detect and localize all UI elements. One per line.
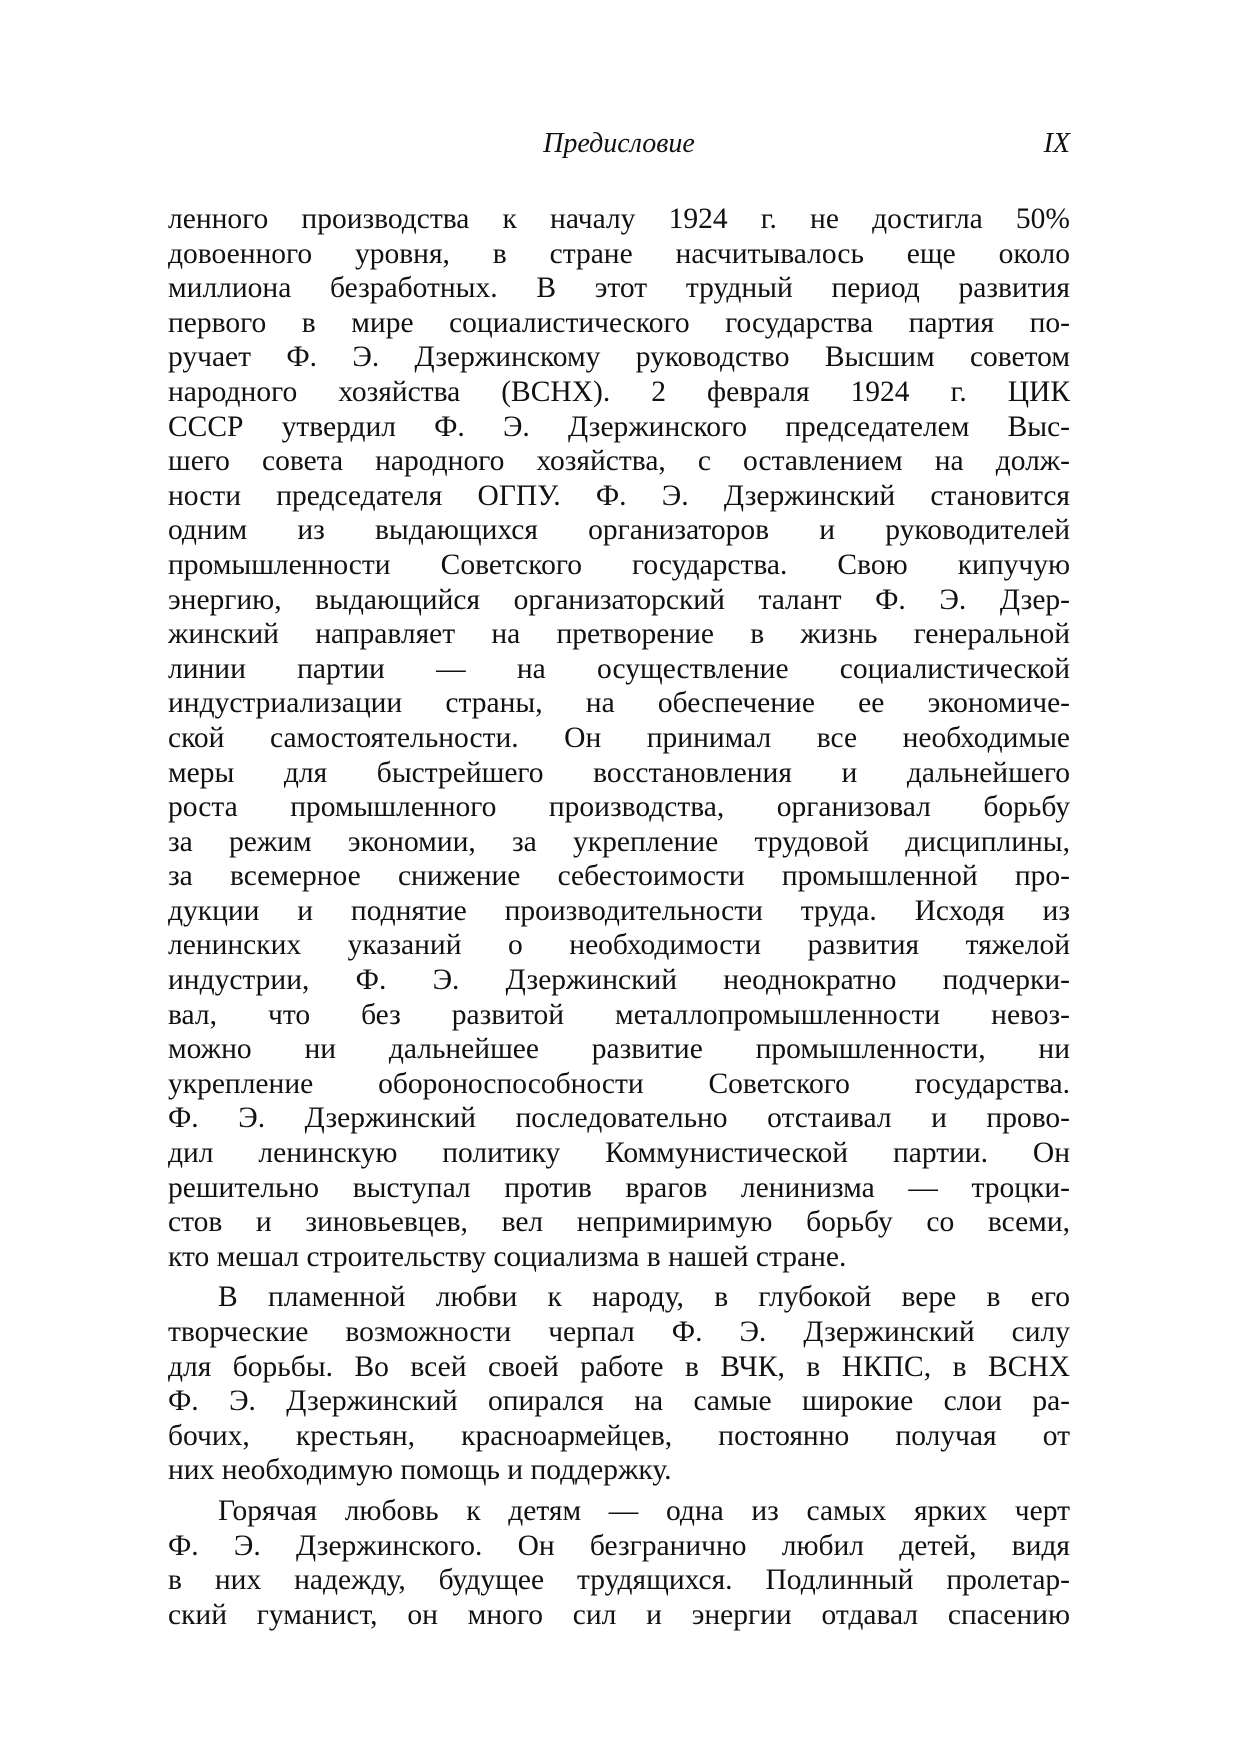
text-line: решительно выступал против врагов ленинизма — троцки- (168, 1171, 1070, 1204)
text-line: творческие возможности черпал Ф. Э. Дзержинский силу (168, 1316, 1070, 1348)
text-line: роста промышленного производства, организовал борьбу (168, 791, 1070, 824)
text-line: Ф. Э. Дзержинского. Он безгранично любил детей, видя (168, 1529, 1070, 1562)
text-line: ручает Ф. Э. Дзержинскому руководство Высшим советом (168, 341, 1070, 374)
paragraph (168, 1494, 1070, 1632)
text-line: Горячая любовь к детям — одна из самых ярких черт (218, 1494, 1070, 1527)
page-number: IX (1043, 128, 1070, 159)
text-line: ленного производства к началу 1924 г. не достигла 50% (168, 203, 1070, 235)
text-line: дил ленинскую политику Коммунистической партии. Он (168, 1137, 1070, 1170)
text-line: СССР утвердил Ф. Э. Дзержинского председателем Выс- (168, 410, 1070, 443)
text-line: дукции и поднятие производительности труда. Исходя из (168, 894, 1070, 927)
text-line: шего совета народного хозяйства, с оставлением на долж- (168, 445, 1070, 478)
text-line: В пламенной любви к народу, в глубокой вере в его (218, 1281, 1070, 1314)
text-line: довоенного уровня, в стране насчитывалось еще около (168, 237, 1070, 270)
text-line: линии партии — на осуществление социалистической (168, 652, 1070, 685)
text-line: промышленности Советского государства. Свою кипучую (168, 548, 1070, 581)
text-line: укрепление обороноспособности Советского государства. (168, 1067, 1070, 1100)
text-line: миллиона безработных. В этот трудный период развития (168, 272, 1070, 305)
text-line: стов и зиновьевцев, вел непримиримую борьбу со всеми, (168, 1206, 1070, 1239)
text-line: меры для быстрейшего восстановления и дальнейшего (168, 756, 1070, 789)
text-line: можно ни дальнейшее развитие промышленности, ни (168, 1033, 1070, 1066)
text-line: за всемерное снижение себестоимости промышленной про- (168, 860, 1070, 893)
text-line: в них надежду, будущее трудящихся. Подлинный пролетар- (168, 1564, 1070, 1597)
text-line: энергию, выдающийся организаторский талант Ф. Э. Дзер- (168, 583, 1070, 616)
text-line: бочих, крестьян, красноармейцев, постоянно получая от (168, 1419, 1070, 1452)
page-body (168, 202, 1070, 1632)
text-line: ленинских указаний о необходимости развития тяжелой (168, 929, 1070, 962)
text-line: вал, что без развитой металлопромышленности невоз- (168, 998, 1070, 1031)
text-line: кто мешал строительству социализма в нашей стране. (168, 1240, 847, 1273)
text-line: первого в мире социалистического государства партия по- (168, 306, 1070, 339)
text-line: жинский направляет на претворение в жизнь генеральной (168, 618, 1070, 651)
text-line: индустрии, Ф. Э. Дзержинский неоднократно подчерки- (168, 964, 1070, 997)
text-line: них необходимую помощь и поддержку. (168, 1454, 672, 1487)
text-line: народного хозяйства (ВСНХ). 2 февраля 1924 г. ЦИК (168, 375, 1070, 408)
text-line: Ф. Э. Дзержинский последовательно отстаивал и прово- (168, 1102, 1070, 1135)
book-page (168, 128, 1070, 1632)
text-line: индустриализации страны, на обеспечение ее экономиче- (168, 687, 1070, 720)
text-line: ской самостоятельности. Он принимал все необходимые (168, 721, 1070, 754)
running-header (168, 128, 1070, 168)
text-line: ности председателя ОГПУ. Ф. Э. Дзержинский становится (168, 479, 1070, 512)
paragraph (168, 1280, 1070, 1488)
text-line: Ф. Э. Дзержинский опирался на самые широкие слои ра- (168, 1385, 1070, 1418)
paragraph (168, 202, 1070, 1274)
text-line: одним из выдающихся организаторов и руководителей (168, 514, 1070, 547)
text-line: ский гуманист, он много сил и энергии отдавал спасению (168, 1598, 1070, 1631)
text-line: за режим экономии, за укрепление трудовой дисциплины, (168, 825, 1070, 858)
running-title: Предисловие (543, 128, 695, 159)
text-line: для борьбы. Во всей своей работе в ВЧК, в НКПС, в ВСНХ (168, 1350, 1070, 1383)
